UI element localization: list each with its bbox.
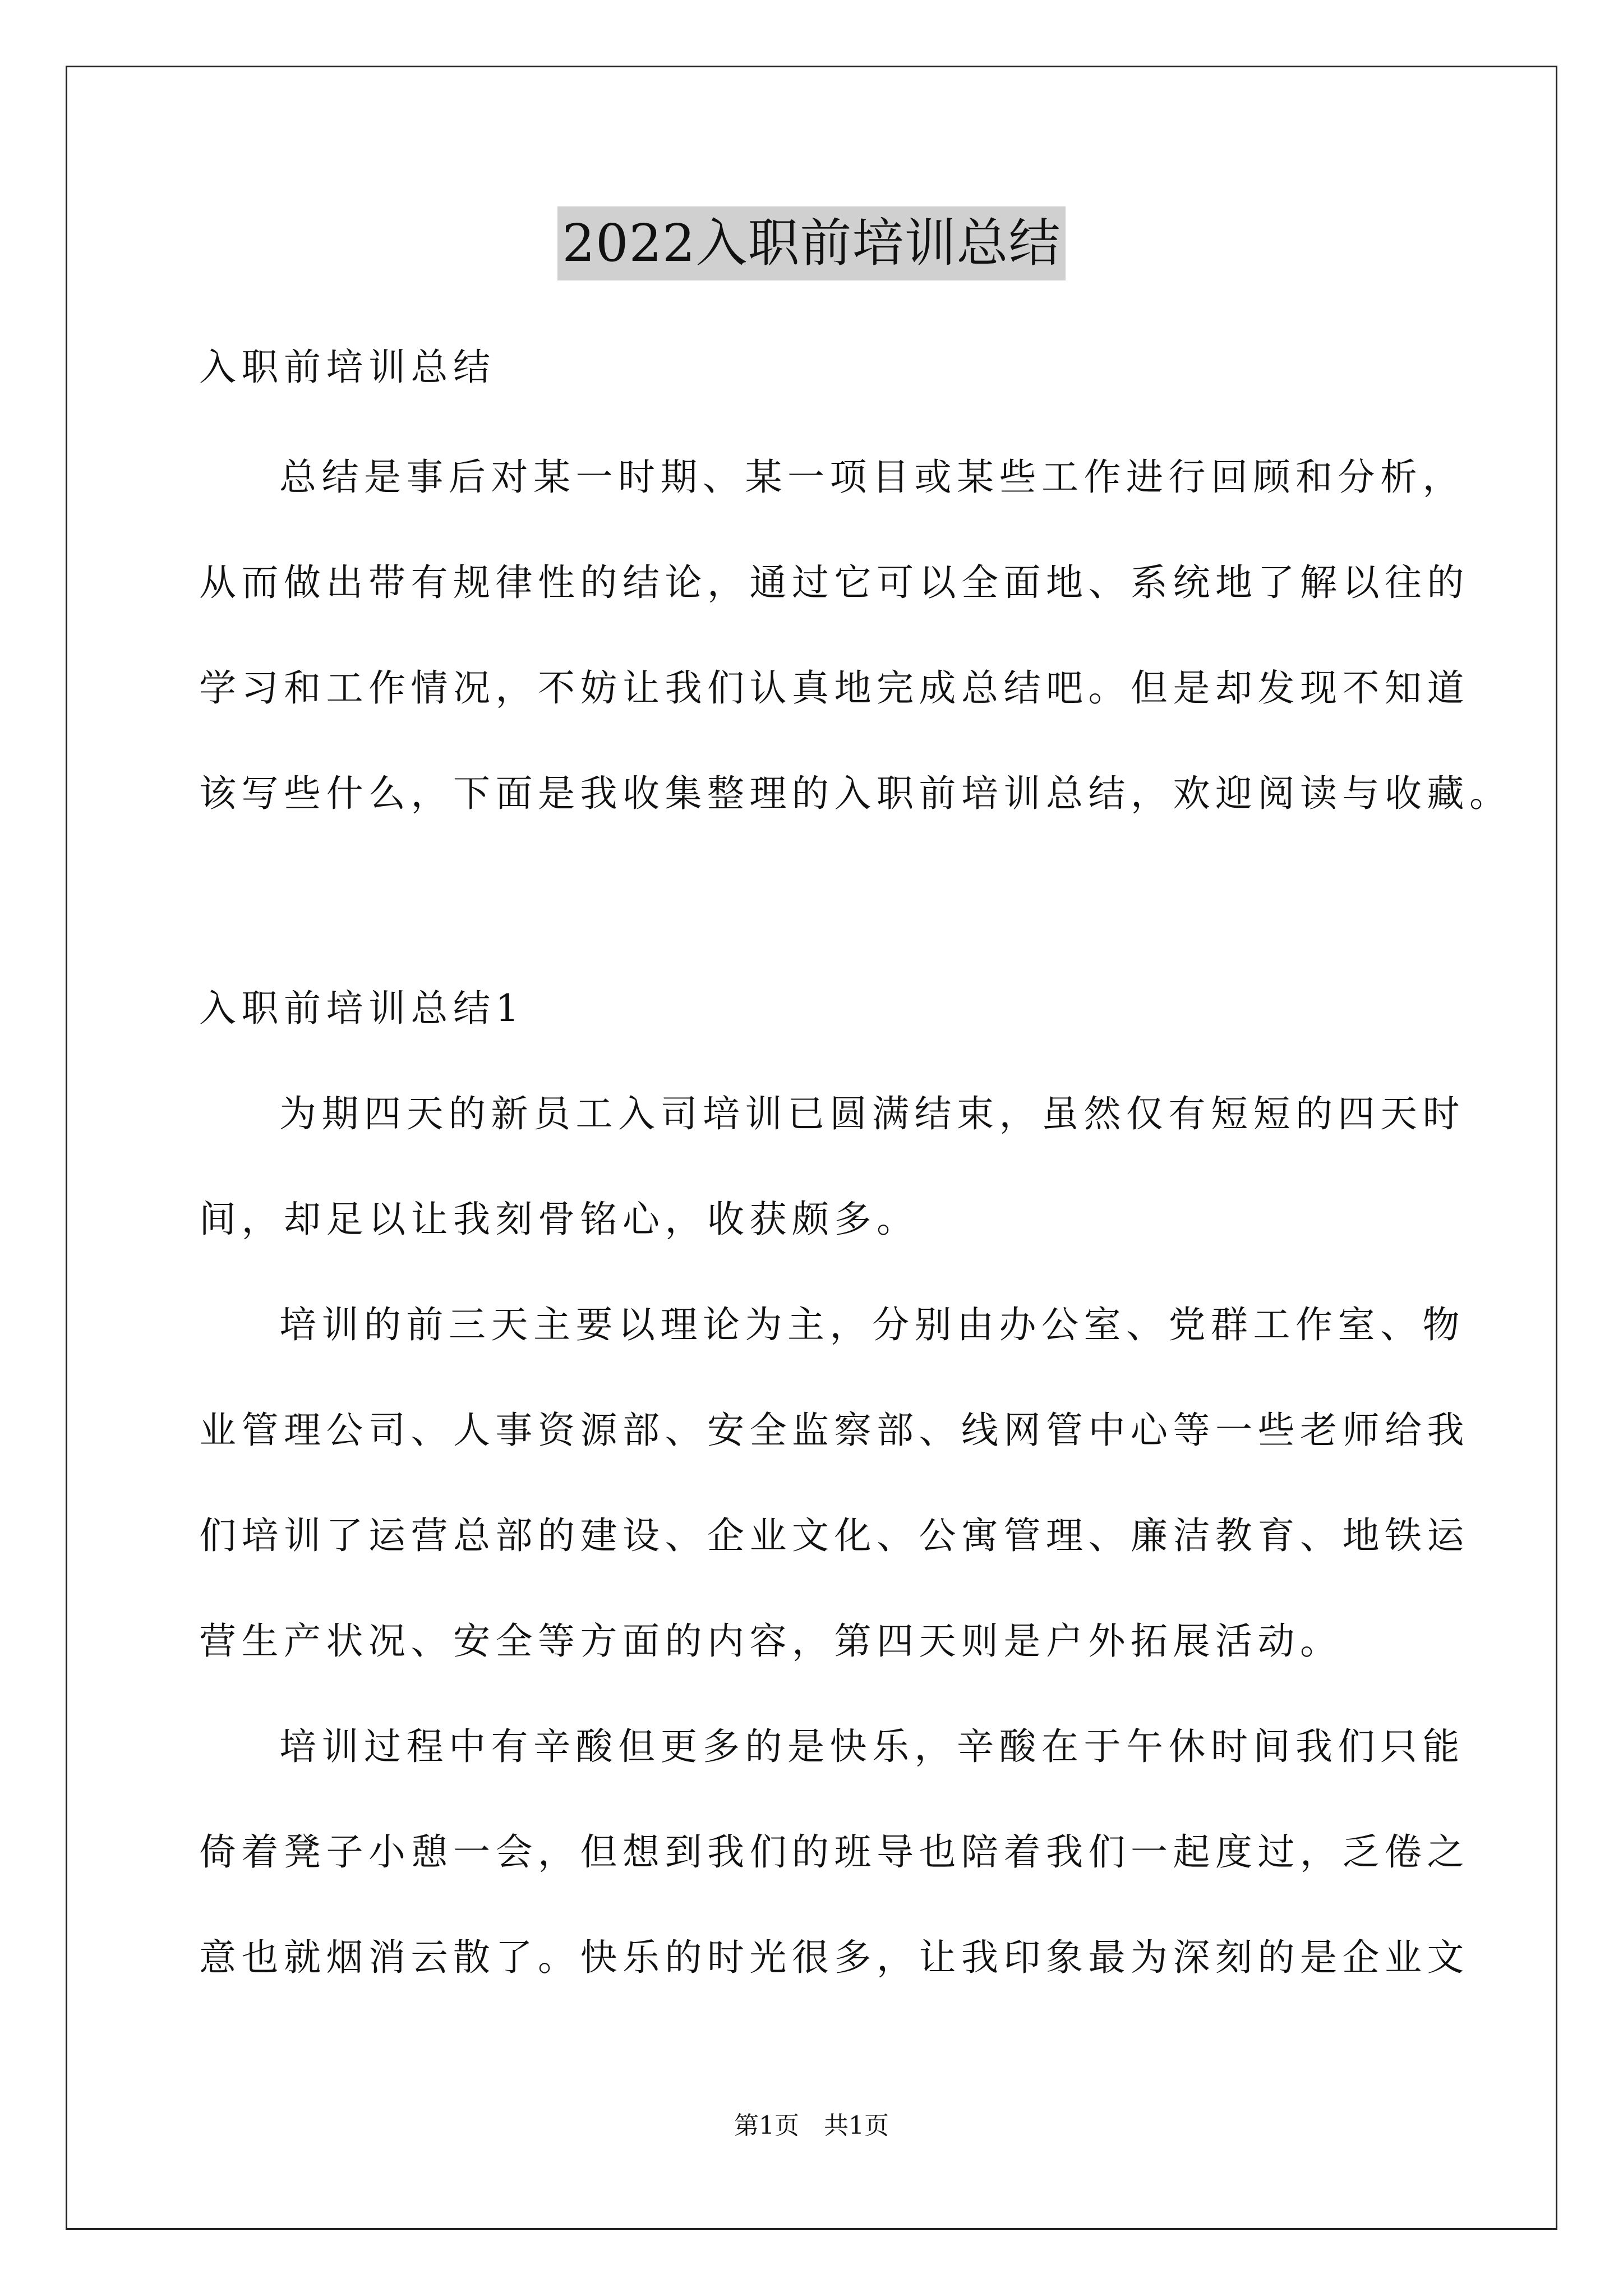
page-footer: 第1页 共1页 (734, 2111, 889, 2140)
paragraph-line: 们培训了运营总部的建设、企业文化、公寓管理、廉洁教育、地铁运 (199, 1514, 1469, 1557)
paragraph-line: 倚着凳子小憩一会，但想到我们的班导也陪着我们一起度过，乏倦之 (199, 1830, 1469, 1874)
paragraph-line: 总结是事后对某一时期、某一项目或某些工作进行回顾和分析， (279, 455, 1465, 499)
paragraph-line: 间，却足以让我刻骨铭心，收获颇多。 (199, 1198, 919, 1241)
paragraph-line: 从而做出带有规律性的结论，通过它可以全面地、系统地了解以往的 (199, 561, 1469, 604)
section-heading: 入职前培训总结1 (199, 987, 524, 1030)
section-heading: 入职前培训总结 (199, 346, 496, 389)
paragraph-line: 营生产状况、安全等方面的内容，第四天则是户外拓展活动。 (199, 1619, 1343, 1663)
paragraph-line: 培训的前三天主要以理论为主，分别由办公室、党群工作室、物 (279, 1303, 1465, 1346)
paragraph-line: 为期四天的新员工入司培训已圆满结束，虽然仅有短短的四天时 (279, 1092, 1465, 1135)
paragraph-line: 业管理公司、人事资源部、安全监察部、线网管中心等一些老师给我 (199, 1409, 1469, 1452)
paragraph-line: 培训过程中有辛酸但更多的是快乐，辛酸在于午休时间我们只能 (279, 1725, 1465, 1768)
document-title: 2022入职前培训总结 (557, 206, 1065, 280)
paragraph-line: 该写些什么，下面是我收集整理的入职前培训总结，欢迎阅读与收藏。 (199, 772, 1512, 815)
paragraph-line: 意也就烟消云散了。快乐的时光很多，让我印象最为深刻的是企业文 (199, 1936, 1469, 1979)
paragraph-line: 学习和工作情况，不妨让我们认真地完成总结吧。但是却发现不知道 (199, 666, 1469, 710)
